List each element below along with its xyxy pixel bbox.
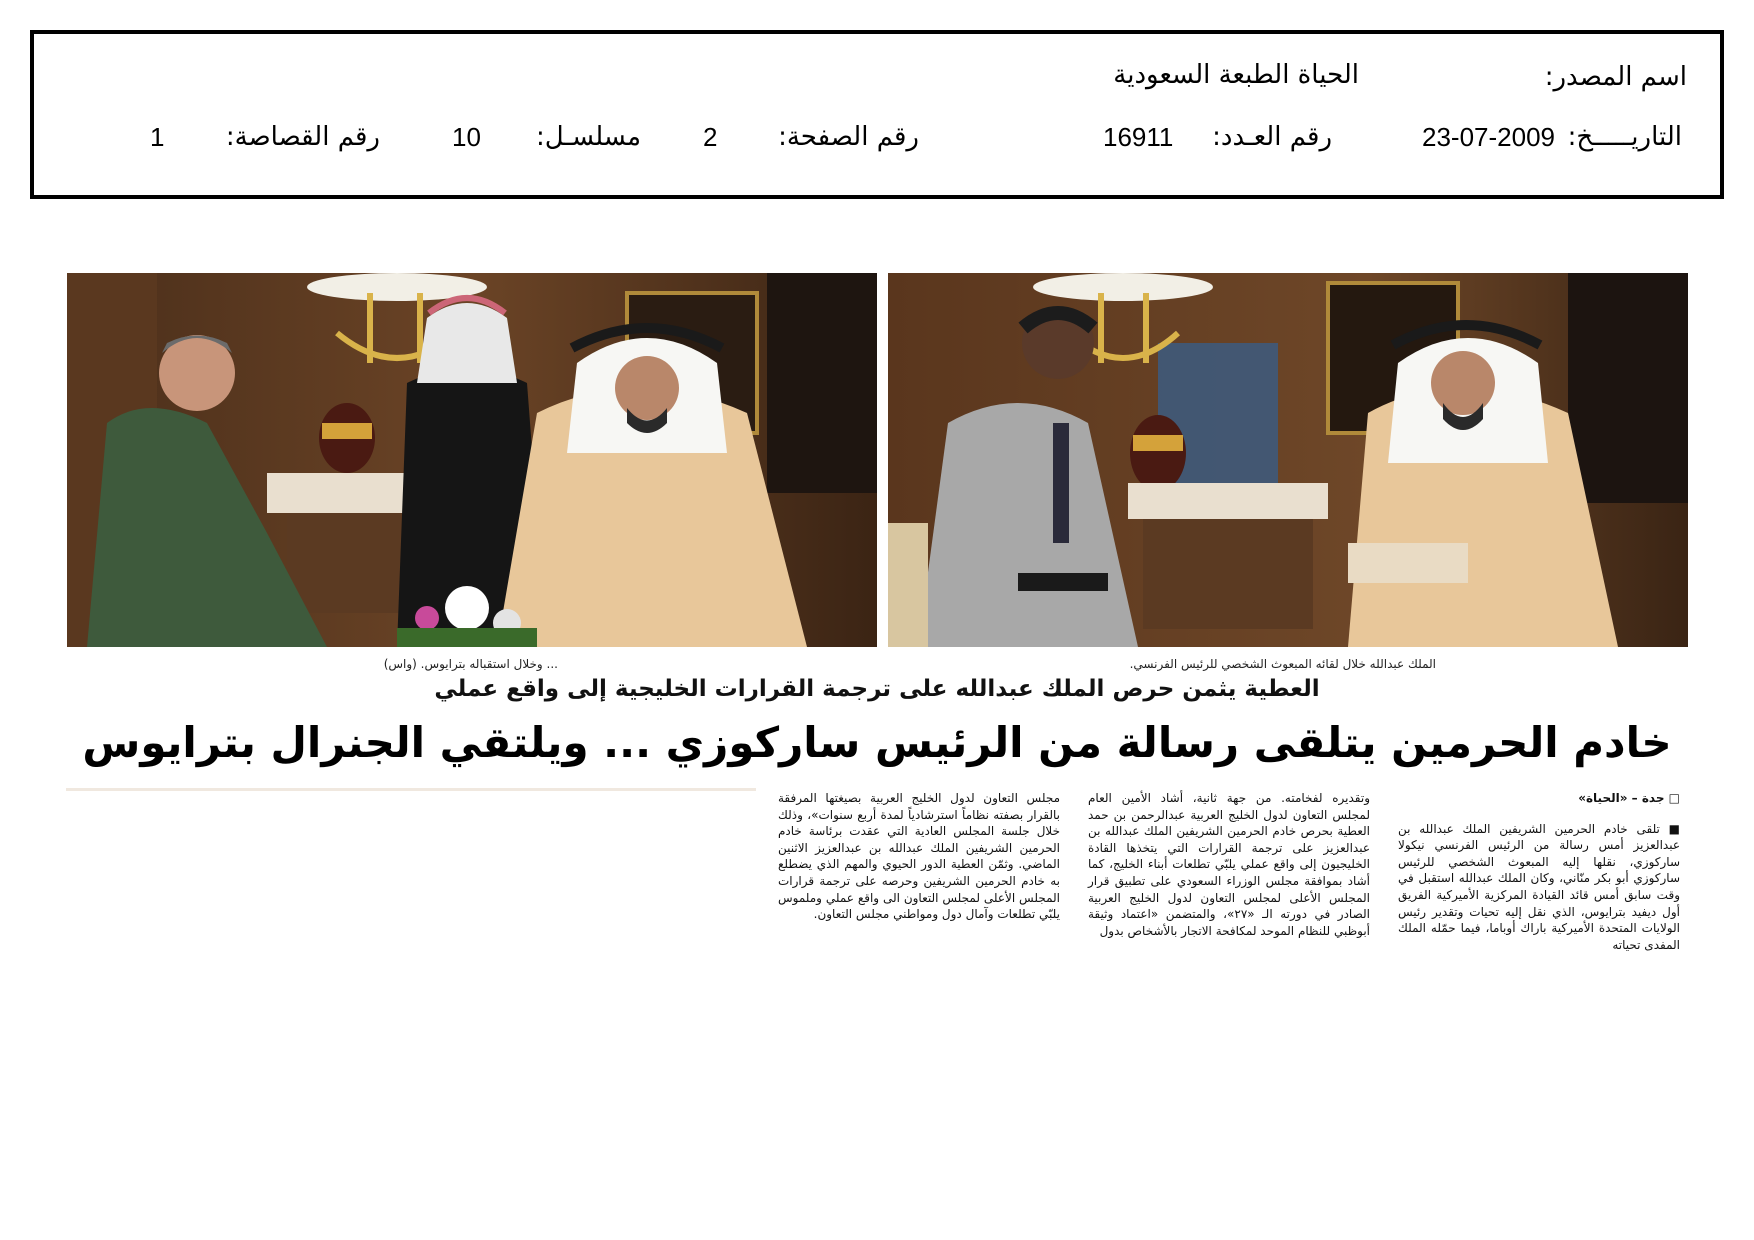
photo-envoy-meeting: [888, 273, 1688, 647]
page-value: 2: [703, 122, 718, 152]
serial-label: مسلسـل:: [536, 122, 641, 152]
article-col3-text: مجلس التعاون لدول الخليج العربية بصيغتها المرفقة بالقرار بصفته نظاماً استرشادياً لمدة أربع سنوات»، وذلك خلال جلسة المجلس العادية التي عقدت برئاسة خادم الحرمين الشريفين الملك عبدالله بن عبدالعزيز الاثنين الماضي. وثمّن العطية الدور الحيوي والمهم الذي يضطلع به خادم الحرمين الشريفين وحرصه على ترجمة قرارات المجلس الأعلى لمجلس التعاون الى واقع عملي وملموس يلبّي تطلعات وآمال دول ومواطني مجلس التعاون.: [778, 791, 1060, 922]
article-headline: خادم الحرمين يتلقى رسالة من الرئيس ساركوزي ... ويلتقي الجنرال بترايوس: [82, 718, 1672, 767]
photo-petraeus-meeting: [67, 273, 877, 647]
article-column-3: [778, 790, 1060, 923]
caption-right-photo: الملك عبدالله خلال لقائه المبعوث الشخصي للرئيس الفرنسي.: [1129, 657, 1436, 671]
clipping-header-box: [30, 30, 1724, 199]
clip-value: 1: [150, 122, 165, 152]
issue-label: رقم العـدد:: [1212, 122, 1332, 152]
article-column-1: [1398, 790, 1680, 953]
article-dateline: □ جدة – «الحياة»: [1578, 791, 1680, 805]
article-col2-text: وتقديره لفخامته. من جهة ثانية، أشاد الأمين العام لمجلس التعاون لدول الخليج العربية عبدالرحمن بن حمد العطية بحرص خادم الحرمين الشريفين الملك عبدالله بن عبدالعزيز على ترجمة القرارات التي يتخذها القادة الخليجيون إلى واقع عملي يلبّي تطلعات أبناء الخليج، كما أشاد بموافقة مجلس الوزراء السعودي على تطبيق قرار المجلس الأعلى لمجلس التعاون لدول الخليج العربية الصادر في دورته الـ «٢٧»، والمتضمن «اعتماد وثيقة أبوظبي للنظام الموحد لمكافحة الاتجار بالأشخاص بدول: [1088, 791, 1370, 938]
serial-value: 10: [452, 122, 481, 152]
article-subheadline: العطية يثمن حرص الملك عبدالله على ترجمة القرارات الخليجية إلى واقع عملي: [434, 676, 1320, 702]
date-value: 23-07-2009: [1422, 122, 1555, 152]
article-col1-text: ■ تلقى خادم الحرمين الشريفين الملك عبدالله بن عبدالعزيز أمس رسالة من الرئيس الفرنسي نيكولا ساركوزي، نقلها إليه المبعوث الشخصي للرئيس ساركوزي أبو بكر منّاني، وكان الملك عبدالله استقبل في وقت سابق أمس قائد القيادة المركزية الأميركية الفريق أول ديفيد بترايوس، الذي نقل إليه تحيات وتقدير رئيس الولايات المتحدة الأميركية باراك أوباما، فيما حمّله الملك المفدى تحياته: [1398, 821, 1680, 952]
issue-value: 16911: [1103, 122, 1174, 152]
clip-label: رقم القصاصة:: [225, 122, 380, 152]
page-label: رقم الصفحة:: [778, 122, 919, 152]
divider-rule: [66, 788, 756, 791]
date-label: التاريـــــخ:: [1567, 122, 1682, 152]
article-column-2: [1088, 790, 1370, 939]
source-label: اسم المصدر:: [1544, 62, 1687, 92]
caption-left-photo: ... وخلال استقباله بترايوس. (واس): [383, 657, 558, 671]
source-value: الحياة الطبعة السعودية: [1113, 60, 1359, 90]
